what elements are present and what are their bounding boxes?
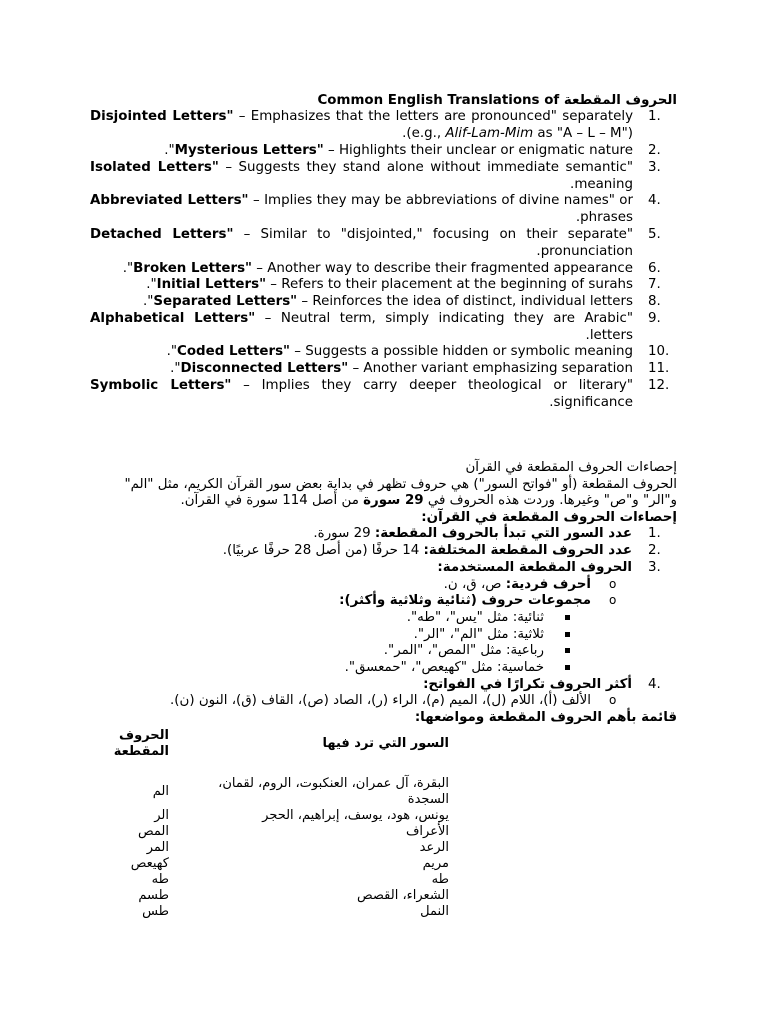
arabic-intro-line1: الحروف المقطعة (أو "فواتح السور") هي حروف تظهر في بداية بعض سور القرآن الكريم، مثل "الم" (124, 477, 677, 492)
stat-1-label: عدد السور التي تبدأ بالحروف المقطعة: (374, 526, 632, 541)
table-cell-surahs: الأعراف (405, 824, 449, 839)
translation-description: – Refers to their placement at the beginning of surahs". (146, 277, 633, 292)
translation-term: Separated Letters" (153, 294, 298, 309)
table-cell-letters: كهيعص (130, 856, 169, 871)
table-cell-letters: المص (137, 824, 169, 839)
letters-table (108, 728, 453, 920)
translation-description: – Implies they carry deeper theological or literary" significance. (231, 378, 633, 410)
translation-text (90, 193, 633, 227)
arabic-heading: إحصاءات الحروف المقطعة في القرآن (465, 460, 677, 475)
bullet-square-icon (565, 665, 570, 670)
bullet-square-icon (565, 632, 570, 637)
translation-term: Coded Letters" (177, 344, 291, 359)
arabic-intro-line2 (180, 492, 677, 509)
translation-term: Isolated Letters" (90, 160, 219, 175)
stat-1-value: 29 سورة. (313, 526, 375, 541)
translation-text (90, 277, 633, 294)
table-row (108, 760, 453, 808)
table-row (108, 872, 453, 888)
table-cell-surahs: الشعراء، القصص (356, 888, 449, 903)
table-row (108, 824, 453, 840)
list-number: 12. (648, 378, 670, 393)
translation-term: Mysterious Letters" (174, 143, 324, 158)
stat-number-3: 3. (648, 560, 661, 575)
bullet-circle-icon: o (609, 693, 617, 707)
list-number: 7. (648, 277, 661, 292)
list-number: 3. (648, 160, 661, 175)
translation-description: – Reinforces the idea of distinct, individual letters". (142, 294, 633, 309)
translation-term: Abbreviated Letters" (90, 193, 249, 208)
group-item-3: رباعية: مثل "المص"، "المر". (383, 643, 544, 658)
translation-description: – Suggests a possible hidden or symbolic meaning". (166, 344, 633, 359)
table-cell-surahs: النمل (420, 904, 449, 919)
list-number: 6. (648, 261, 661, 276)
translation-text (90, 294, 633, 311)
header-letters: الحروف المقطعة (113, 728, 169, 759)
translation-description: – Neutral term, simply indicating they are Arabic" letters. (255, 311, 633, 343)
groups-label: مجموعات حروف (ثنائية وثلاثية وأكثر): (339, 593, 591, 608)
translation-term: Broken Letters" (133, 261, 253, 276)
single-letters (444, 576, 591, 593)
list-number: 11. (648, 361, 670, 376)
table-row (108, 856, 453, 872)
table-header-row (108, 728, 453, 760)
list-number: 8. (648, 294, 661, 309)
table-row (108, 904, 453, 920)
table-cell-letters: الر (154, 808, 169, 823)
translation-text (90, 261, 633, 278)
stats-heading: إحصاءات الحروف المقطعة في القرآن: (421, 510, 677, 525)
translation-term: Initial Letters" (156, 277, 267, 292)
translation-description: – Another variant emphasizing separation". (170, 361, 633, 376)
single-letters-label: أحرف فردية: (505, 577, 591, 592)
table-cell-letters: المر (146, 840, 169, 855)
translation-text (90, 311, 633, 345)
translation-text (90, 227, 633, 261)
header-surahs: السور التي ترد فيها (322, 736, 449, 751)
translation-description: – Emphasizes that the letters are pronounced" separately (e.g., (233, 109, 633, 141)
stat-3-label: الحروف المقطعة المستخدمة: (437, 560, 632, 575)
stat-2-value: 14 حرفًا (من أصل 28 حرفًا عربيًا). (222, 543, 424, 558)
translation-description: – Highlights their unclear or enigmatic nature". (164, 143, 633, 158)
most-frequent-value: الألف (أ)، اللام (ل)، الميم (م)، الراء (ر)، الصاد (ص)، القاف (ق)، النون (ن). (170, 693, 591, 708)
group-item-1: ثنائية: مثل "يس"، "طه". (406, 610, 544, 625)
translation-text (90, 143, 633, 160)
stat-1 (313, 525, 632, 542)
translation-description: – Suggests they stand alone without immediate semantic" meaning. (218, 160, 633, 192)
translation-text (90, 361, 633, 378)
list-number: 1. (648, 109, 661, 124)
table-body (108, 760, 453, 920)
translation-term: Symbolic Letters" (90, 378, 232, 393)
list-number: 4. (648, 193, 661, 208)
translation-text (90, 378, 633, 412)
group-item-4: خماسية: مثل "كهيعص"، "حمعسق". (344, 660, 544, 675)
intro-part-bold: 29 سورة (363, 493, 424, 508)
bullet-square-icon (565, 615, 570, 620)
translation-term: Alphabetical Letters" (90, 311, 256, 326)
translation-term: Disjointed Letters" (90, 109, 234, 124)
stat-number-2: 2. (648, 543, 661, 558)
document-title: Common English Translations of الحروف المقطعة (317, 93, 677, 108)
table-row (108, 840, 453, 856)
table-cell-letters: طسم (138, 888, 169, 903)
table-cell-surahs: مريم (422, 856, 449, 871)
translation-text (90, 344, 633, 361)
table-cell-surahs: الرعد (419, 840, 449, 855)
table-cell-surahs: يونس، هود، يوسف، إبراهيم، الحجر (262, 808, 449, 823)
stat-2 (223, 542, 632, 559)
translation-term: Detached Letters" (90, 227, 234, 242)
table-cell-surahs: البقرة، آل عمران، العنكبوت، الروم، لقمان، السجدة (218, 776, 449, 807)
translation-term: Disconnected Letters" (180, 361, 349, 376)
table-cell-letters: طس (142, 904, 169, 919)
bullet-circle-icon: o (609, 593, 617, 607)
table-cell-letters: طه (151, 872, 169, 887)
bullet-circle-icon: o (609, 577, 617, 591)
most-frequent-label: أكثر الحروف تكرارًا في الفواتح: (423, 677, 632, 692)
group-item-2: ثلاثية: مثل "الم"، "الر". (413, 627, 544, 642)
list-number: 9. (648, 311, 661, 326)
intro-part-a: و"الر" و"ص" وغيرها. وردت هذه الحروف في (423, 493, 677, 508)
stat-number-4: 4. (648, 677, 661, 692)
bullet-square-icon (565, 648, 570, 653)
list-number: 2. (648, 143, 661, 158)
table-cell-letters: الم (152, 784, 169, 799)
stat-2-label: عدد الحروف المقطعة المختلفة: (423, 543, 632, 558)
translation-description: – Implies they may be abbreviations of divine names" or phrases. (248, 193, 633, 225)
stat-number-1: 1. (648, 526, 661, 541)
single-letters-value: ص، ق، ن. (443, 577, 506, 592)
translation-example-tail: as "A – L – M"). (402, 125, 633, 141)
table-row (108, 888, 453, 904)
table-row (108, 808, 453, 824)
translation-example: Alif-Lam-Mim (445, 125, 534, 141)
table-cell-surahs: طه (431, 872, 449, 887)
translation-description: – Similar to "disjointed," focusing on their separate" pronunciation. (233, 227, 633, 259)
list-heading: قائمة بأهم الحروف المقطعة ومواضعها: (414, 710, 677, 725)
list-number: 5. (648, 227, 661, 242)
intro-part-c: من أصل 114 سورة في القرآن. (180, 493, 364, 508)
translation-text (90, 160, 633, 194)
translation-description: – Another way to describe their fragmented appearance". (122, 261, 633, 276)
translation-text (90, 109, 633, 143)
list-number: 10. (648, 344, 670, 359)
